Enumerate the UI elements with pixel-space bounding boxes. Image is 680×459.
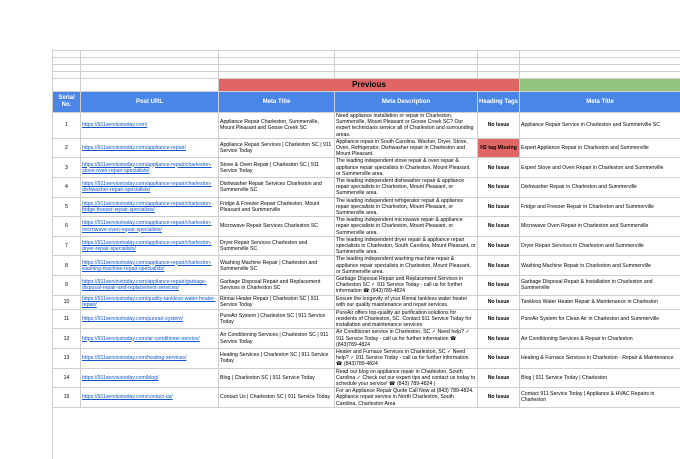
cell-heading-tags[interactable]: No Issue: [478, 256, 520, 276]
cell-meta-title[interactable]: Appliance Repair Services | Charleston SC | 911 Service Today: [219, 138, 335, 158]
cell-serial-no[interactable]: 1: [53, 113, 81, 139]
cell-post-url[interactable]: https://911servicetoday.com/: [81, 113, 219, 139]
cell-heading-tags[interactable]: No Issue: [478, 197, 520, 217]
cell-new-meta-title[interactable]: Heating & Furnace Services in Charleston - Repair & Maintenance: [520, 348, 680, 368]
cell-serial-no[interactable]: 8: [53, 256, 81, 276]
cell-heading-tags[interactable]: No Issue: [478, 388, 520, 408]
cell-post-url[interactable]: https://911servicetoday.com/quality-tankless-water-heater-repair/: [81, 295, 219, 309]
cell-meta-title[interactable]: Washing Machine Repair | Charleston and Summerville SC: [219, 256, 335, 276]
cell-meta-title[interactable]: Dishwasher Repair Services Charleston and Summerville SC: [219, 178, 335, 198]
cell-heading-tags[interactable]: No Issue: [478, 217, 520, 237]
table-row: [53, 348, 680, 368]
table-row: [53, 236, 680, 256]
table-row: [53, 217, 680, 237]
cell-meta-description[interactable]: PureAir offers top-quality air purification solutions for residents of Charleston, SC. Contact 911 Service Today for installation and maintenance services: [335, 309, 478, 329]
cell-heading-tags[interactable]: No Issue: [478, 329, 520, 349]
cell-meta-title[interactable]: Heating Services | Charleston SC | 911 Service Today: [219, 348, 335, 368]
empty-row: [53, 72, 680, 79]
cell-post-url[interactable]: https://911servicetoday.com/contact-us/: [81, 388, 219, 408]
cell-new-meta-title[interactable]: Air Conditioning Services & Repair in Charleston: [520, 329, 680, 349]
cell-new-meta-title[interactable]: Appliance Repair Service in Charleston and Summerville SC: [520, 113, 680, 139]
cell-serial-no[interactable]: 4: [53, 178, 81, 198]
empty-row: [53, 51, 680, 58]
cell-serial-no[interactable]: 11: [53, 309, 81, 329]
cell-heading-tags[interactable]: No Issue: [478, 368, 520, 388]
previous-section-label[interactable]: Previous: [219, 79, 520, 92]
cell-meta-title[interactable]: Dryer Repair Services Charleston and Summerville SC: [219, 236, 335, 256]
cell-serial-no[interactable]: 6: [53, 217, 81, 237]
cell-new-meta-title[interactable]: Tankless Water Heater Repair & Maintenance in Charleston: [520, 295, 680, 309]
cell-heading-tags[interactable]: No Issue: [478, 113, 520, 139]
cell-meta-description[interactable]: The leading independent microwave repair & appliance repair specialists in Charleston, Mount Pleasant, or Summerville area.: [335, 217, 478, 237]
cell-meta-description[interactable]: Heater and Furnace Services in Charleston, SC ✓ Need help? ✓ 911 Service Today - call us for further information ☎ (843)789-4824: [335, 348, 478, 368]
cell-new-meta-title[interactable]: Dishwasher Repair in Charleston and Summerville: [520, 178, 680, 198]
cell-serial-no[interactable]: 12: [53, 329, 81, 349]
table-row: [53, 368, 680, 388]
cell-post-url[interactable]: https://911servicetoday.com/appliance-repair/: [81, 138, 219, 158]
empty-row: [53, 65, 680, 72]
table-row: [53, 113, 680, 139]
header-serial-no[interactable]: Serial No.: [53, 92, 81, 113]
cell-serial-no[interactable]: 9: [53, 276, 81, 296]
cell-heading-tags[interactable]: No Issue: [478, 309, 520, 329]
cell-new-meta-title[interactable]: Dryer Repair Services in Charleston and Summerville: [520, 236, 680, 256]
cell-meta-title[interactable]: PureAir System | Charleston SC | 911 Service Today: [219, 309, 335, 329]
cell-post-url[interactable]: https://911servicetoday.com/appliance-repair/charleston-washing-machine-repair-specialists/: [81, 256, 219, 276]
cell-serial-no[interactable]: 7: [53, 236, 81, 256]
cell-post-url[interactable]: https://911servicetoday.com/heating-services/: [81, 348, 219, 368]
cell-new-meta-title[interactable]: Washing Machine Repair in Charleston and Summerville: [520, 256, 680, 276]
cell-new-meta-title[interactable]: Expert Stove and Oven Repair in Charleston and Summerville: [520, 158, 680, 178]
header-meta-description[interactable]: Meta Description: [335, 92, 478, 113]
table-row: [53, 276, 680, 296]
cell-meta-description[interactable]: Need appliance installation or repair in Charleston, Summerville, Mount Pleasant or Goose Creek SC? Our expert technicians service all of Charleston and surrounding areas.: [335, 113, 478, 139]
cell-new-meta-title[interactable]: Contact 911 Service Today | Appliance & HVAC Repairs in Charleston: [520, 388, 680, 408]
cell-post-url[interactable]: https://911servicetoday.com/appliance-repair/charleston-dryer-repair-specialists/: [81, 236, 219, 256]
table-row: [53, 309, 680, 329]
cell-meta-title[interactable]: Blog | Charleston SC | 911 Service Today: [219, 368, 335, 388]
cell-post-url[interactable]: https://911servicetoday.com/appliance-repair/charleston-microwave-oven-repair-specialists/: [81, 217, 219, 237]
cell-meta-title[interactable]: Garbage Disposal Repair and Replacement Services in Charleston SC: [219, 276, 335, 296]
cell-serial-no[interactable]: 14: [53, 368, 81, 388]
cell-meta-title[interactable]: Rinnai Heater Repair | Charleston SC | 911 Service Today: [219, 295, 335, 309]
table-row: [53, 178, 680, 198]
cell-meta-title[interactable]: Contact Us | Charleston SC | 911 Service Today: [219, 388, 335, 408]
section-banner-row: [53, 79, 680, 92]
table-row: [53, 256, 680, 276]
cell-new-meta-title[interactable]: Blog | 911 Service Today | Charleston: [520, 368, 680, 388]
cell-heading-tags[interactable]: No Issue: [478, 276, 520, 296]
cell-new-meta-title[interactable]: Expert Appliance Repair in Charleston and Summerville: [520, 138, 680, 158]
cell-serial-no[interactable]: 3: [53, 158, 81, 178]
cell-new-meta-title[interactable]: Microwave Oven Repair in Charleston and Summerville: [520, 217, 680, 237]
cell-meta-description[interactable]: Appliance repair in South Carolina. Washer, Dryer, Stove, Oven, Refrigerator, Dishwasher repair in Charleston and Mount Pleasant.: [335, 138, 478, 158]
header-heading-tags[interactable]: Heading Tags: [478, 92, 520, 113]
cell-serial-no[interactable]: 10: [53, 295, 81, 309]
cell-serial-no[interactable]: 5: [53, 197, 81, 217]
table-row: [53, 388, 680, 408]
cell-new-meta-title[interactable]: Garbage Disposal Repair & Installation in Charleston and Summerville: [520, 276, 680, 296]
table-row: [53, 295, 680, 309]
header-row: [53, 92, 680, 113]
cell-post-url[interactable]: https://911servicetoday.com/pureair-system/: [81, 309, 219, 329]
cell-post-url[interactable]: https://911servicetoday.com/appliance-repair/charleston-stove-oven-repair-specialists/: [81, 158, 219, 178]
table-row: [53, 158, 680, 178]
header-post-url[interactable]: Post URL: [81, 92, 219, 113]
cell-meta-description[interactable]: Ensure the longevity of your Rinnai tankless water heater with our quality maintenance and repair services.: [335, 295, 478, 309]
cell-post-url[interactable]: https://911servicetoday.com/blog/: [81, 368, 219, 388]
cell-meta-title[interactable]: Appliance Repair Charleston, Summerville, Mount Pleasant and Goose Creek SC: [219, 113, 335, 139]
cell-meta-description[interactable]: The leading independent dryer repair & appliance repair specialists in Charleston, South Carolina, Mount Pleasant, or Summerville area.: [336, 236, 476, 256]
cell-meta-description[interactable]: Air Conditioner service in Charleston, SC ✓ Need help? ✓ 911 Service Today - call us for further information ☎ (843)789-4824: [335, 329, 478, 349]
cell-meta-title[interactable]: Stove & Oven Repair | Charleston SC | 911 Service Today: [219, 158, 335, 178]
cell-new-meta-title[interactable]: PureAir System for Clean Air in Charleston and Summerville: [520, 309, 680, 329]
cell-serial-no[interactable]: 2: [53, 138, 81, 158]
cell-post-url[interactable]: https://911servicetoday.com/appliance-repair/charleston-fridge-freezer-repair-specialists/: [81, 197, 219, 217]
cell-serial-no[interactable]: 15: [53, 388, 81, 408]
cell-post-url[interactable]: https://911servicetoday.com/appliance-repair/garbage-disposal-repair-and-replacement-services/: [81, 276, 219, 296]
cell-meta-title[interactable]: Fridge & Freezer Repair Charleston, Mount Pleasant and Summerville: [219, 197, 335, 217]
header-new-meta-title[interactable]: Meta Title: [520, 92, 680, 113]
header-meta-title[interactable]: Meta Title: [219, 92, 335, 113]
spreadsheet-grid[interactable]: [52, 50, 680, 408]
empty-row: [53, 58, 680, 65]
table-row: [53, 138, 680, 158]
cell-serial-no[interactable]: 13: [53, 348, 81, 368]
cell-post-url[interactable]: https://911servicetoday.com/air-conditioner-service/: [81, 329, 219, 349]
cell-meta-description[interactable]: Garbage Disposal Repair and Replacement Services in Charleston SC ✓ 911 Service Today - call us for further information ☎ (843)789-4824: [335, 276, 478, 296]
cell-post-url[interactable]: https://911servicetoday.com/appliance-repair/charleston-dishwasher-repair-specialists/: [81, 178, 219, 198]
cell-heading-tags[interactable]: No Issue: [478, 295, 520, 309]
cell-heading-tags[interactable]: H2 tag Missing: [478, 138, 520, 158]
cell-meta-title[interactable]: Microwave Repair Services Charleston SC: [219, 217, 335, 237]
cell-meta-description[interactable]: The leading independent dishwasher repair & appliance repair specialists in Charleston, Mount Pleasant, or Summerville area.: [335, 178, 478, 198]
table-row: [53, 197, 680, 217]
cell-meta-description[interactable]: The leading independent stove repair & oven repair & appliance repair specialists in Charleston, Mount Pleasant, or Summerville area.: [335, 158, 478, 178]
cell-meta-description[interactable]: For an Appliance Repair Quote Call Now at (843) 789-4824. Appliance repair service in North Charleston, South Carolina, Charleston Area: [335, 388, 478, 408]
cell-meta-description[interactable]: The leading independent refrigerator repair & appliance repair specialists in Charleston, Mount Pleasant, or Summerville area.: [335, 197, 478, 217]
cell-heading-tags[interactable]: No Issue: [478, 236, 520, 256]
cell-meta-description[interactable]: Read our blog on appliance repair in Charleston, South Carolina ✓ Check out our expert tips and contact us today to schedule your service! ☎ (843) 789-4824 |: [335, 368, 478, 388]
cell-heading-tags[interactable]: No Issue: [478, 348, 520, 368]
new-section-cell[interactable]: [520, 79, 680, 92]
table-row: [53, 329, 680, 349]
cell-heading-tags[interactable]: No Issue: [478, 158, 520, 178]
cell-meta-description[interactable]: The leading independent washing machine repair & appliance repair specialists in Charleston, Mount Pleasant, or Summerville area.: [335, 256, 478, 276]
cell-new-meta-title[interactable]: Fridge and Freezer Repair in Charleston and Summerville: [520, 197, 680, 217]
cell-meta-title[interactable]: Air Conditioning Services | Charleston SC | 911 Service Today: [219, 329, 335, 349]
seo-audit-table: [52, 50, 680, 408]
cell-heading-tags[interactable]: No Issue: [478, 178, 520, 198]
